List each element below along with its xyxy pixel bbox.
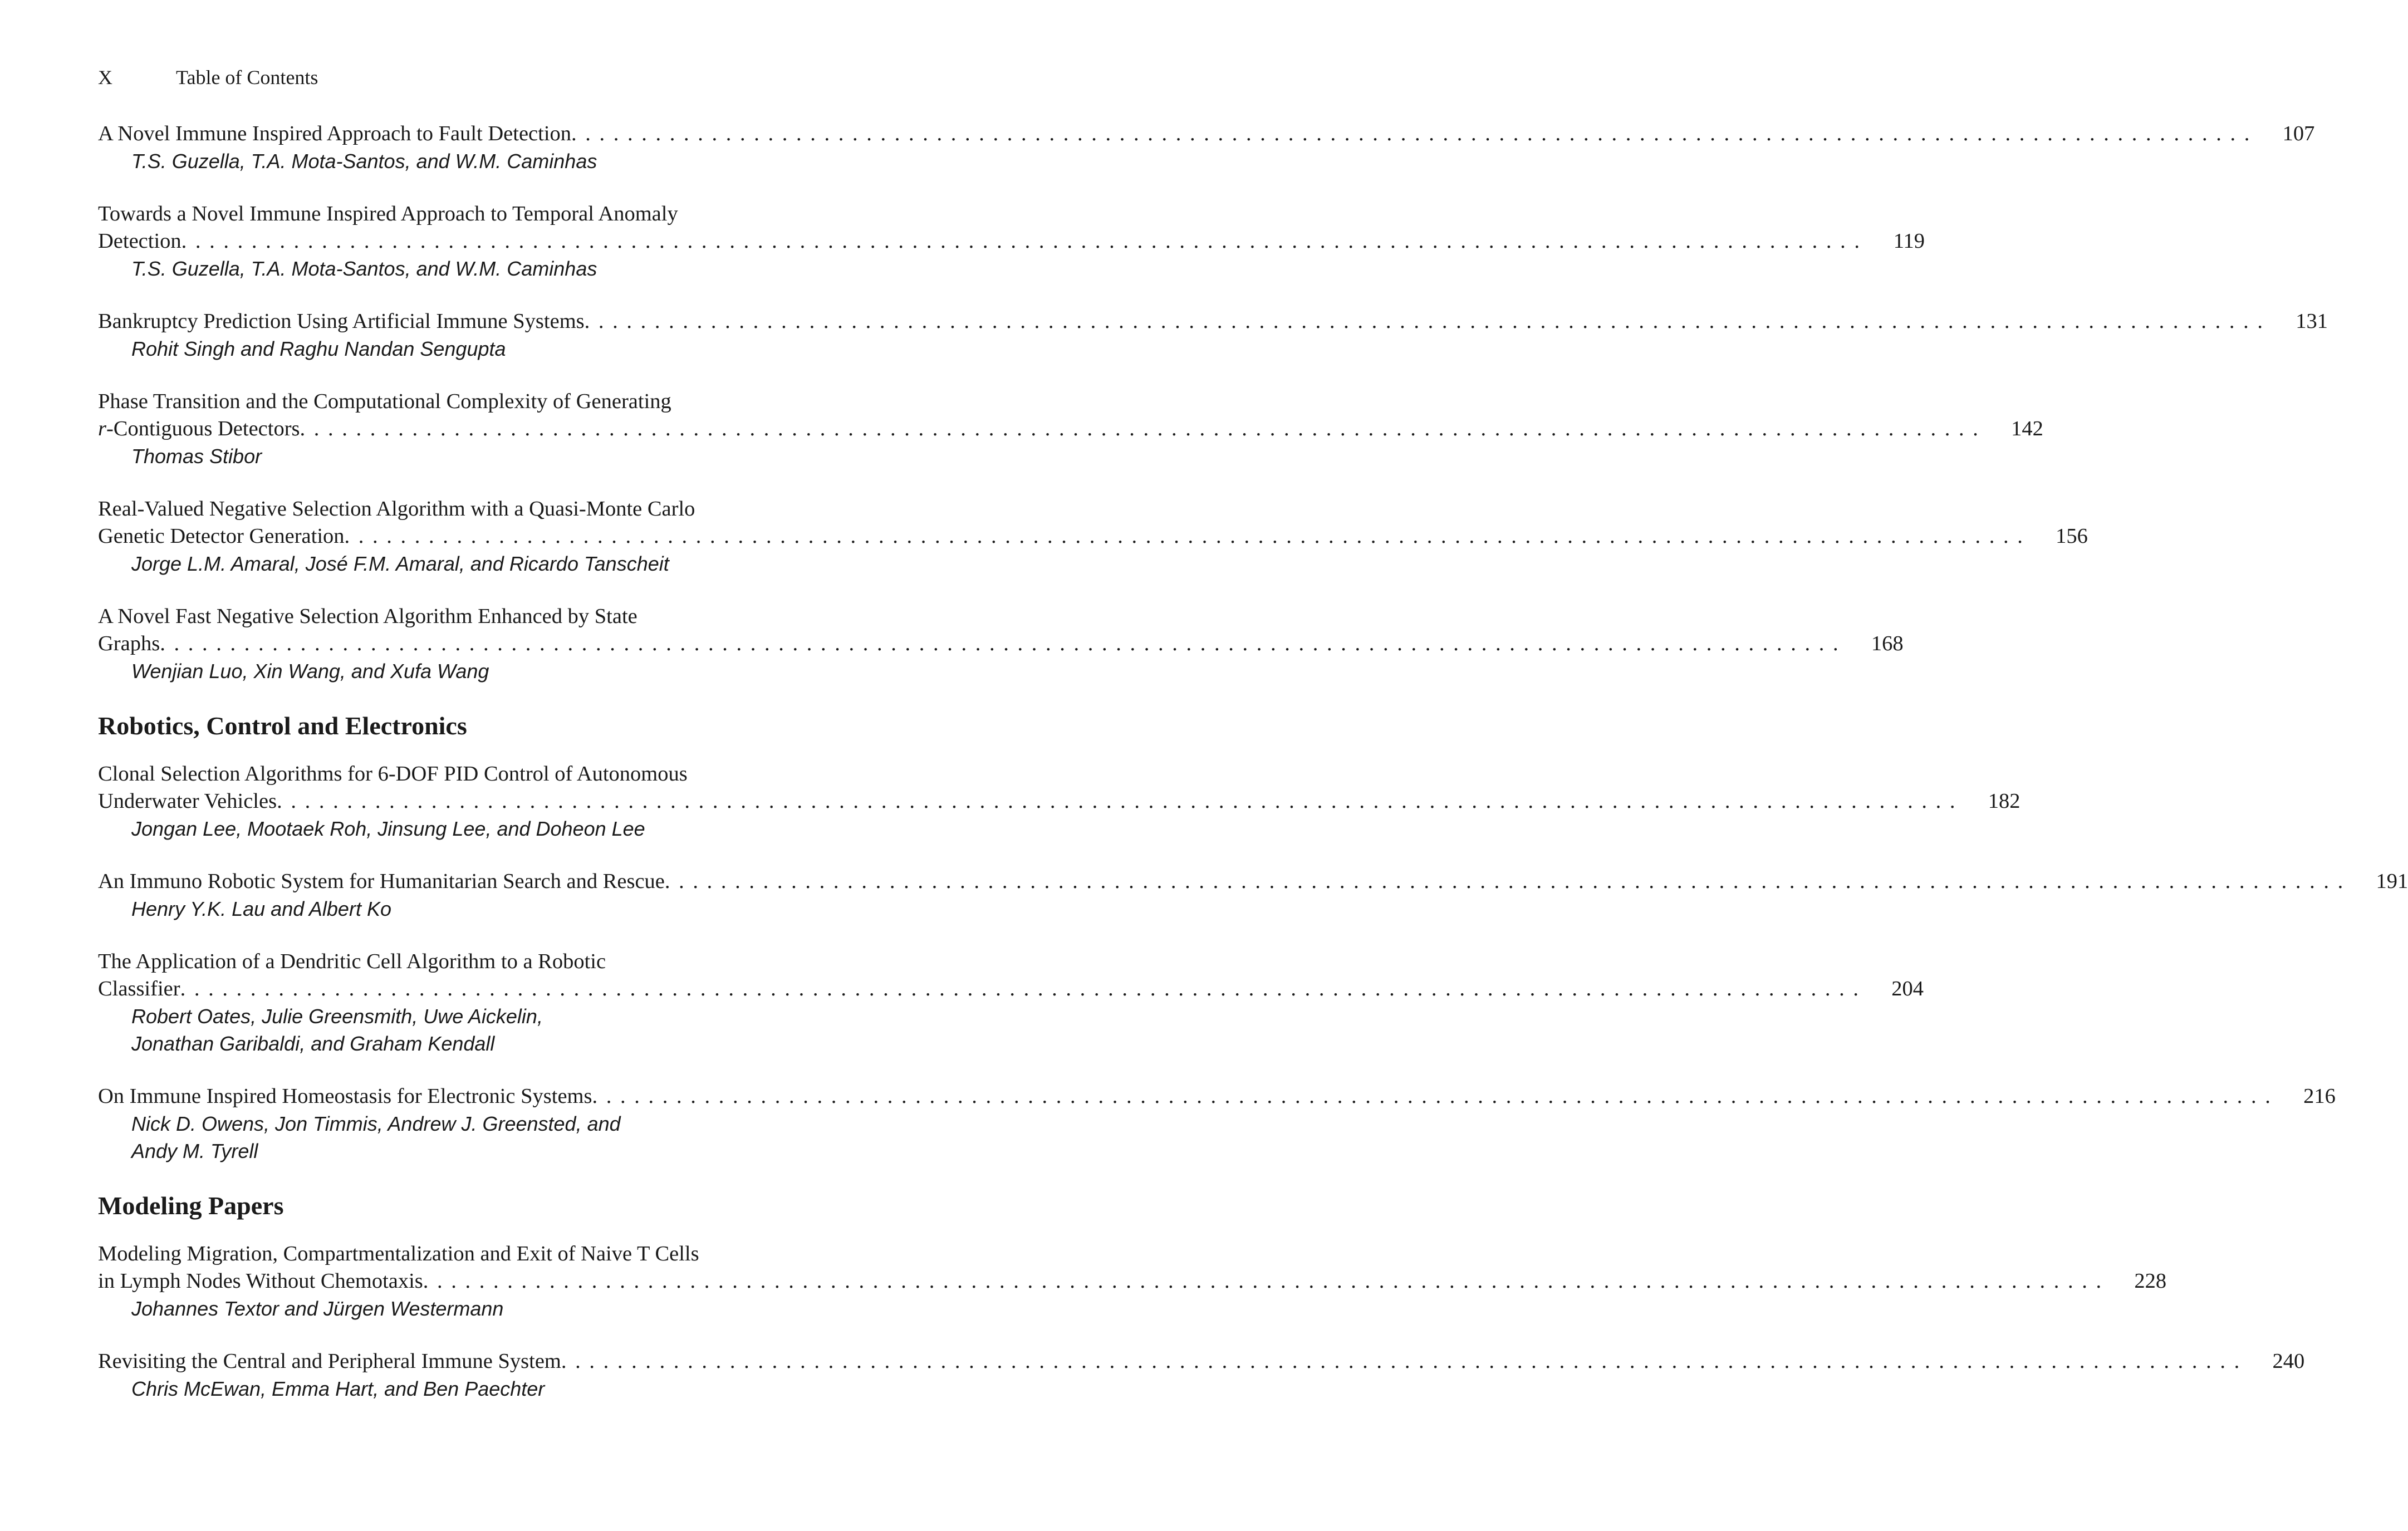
entry-title-text: An Immuno Robotic System for Humanitarian Search and Rescue [98, 870, 665, 893]
entry-authors: Thomas Stibor [131, 445, 262, 468]
entry-title-text: in Lymph Nodes Without Chemotaxis [98, 1269, 423, 1293]
entry-title-line [98, 523, 2088, 550]
entry-title-line [98, 1268, 2167, 1295]
toc-entry[interactable] [98, 603, 1904, 685]
entry-title-line [98, 1240, 900, 1268]
toc-entry[interactable] [98, 120, 2315, 175]
dot-leader: . . . . . . . . . . . . . . . . . . . . . . . . . . . . . . . . . . . . . . . . . . . . . . . . . . . . . . . . . . . . . . . . . . . . . . . . . . . . . . . . . . . . . . . . . . . . . . . . . . . . . . . . . . . . . . . . . . . . . . . . [571, 122, 2252, 145]
entry-authors: Chris McEwan, Emma Hart, and Ben Paechter [131, 1377, 545, 1400]
section-heading: Robotics, Control and Electronics [98, 711, 467, 740]
entry-authors: T.S. Guzella, T.A. Mota-Santos, and W.M. Caminhas [131, 257, 597, 280]
toc-entry[interactable] [98, 388, 2043, 470]
entry-authors: Jongan Lee, Mootaek Roh, Jinsung Lee, and Doheon Lee [131, 817, 645, 840]
entry-title-text: Graphs [98, 632, 160, 655]
entry-title-line [98, 1083, 2336, 1110]
dot-leader: . . . . . . . . . . . . . . . . . . . . . . . . . . . . . . . . . . . . . . . . . . . . . . . . . . . . . . . . . . . . . . . . . . . . . . . . . . . . . . . . . . . . . . . . . . . . . . . . . . . . . . . . . . . . . . . . . . . . . . . . [160, 632, 1840, 655]
entry-title-text: Underwater Vehicles [98, 789, 277, 813]
entry-title-text: Detection [98, 229, 182, 253]
dot-leader: . . . . . . . . . . . . . . . . . . . . . . . . . . . . . . . . . . . . . . . . . . . . . . . . . . . . . . . . . . . . . . . . . . . . . . . . . . . . . . . . . . . . . . . . . . . . . . . . . . . . . . . . . . . . . . . . . . . . . . . . [561, 1350, 2242, 1373]
entry-title[interactable] [98, 868, 2408, 895]
entry-authors: T.S. Guzella, T.A. Mota-Santos, and W.M. Caminhas [131, 150, 597, 173]
toc-entry[interactable] [98, 948, 1924, 1057]
entry-title-line [98, 760, 900, 788]
entry-authors: Jorge L.M. Amaral, José F.M. Amaral, and Ricardo Tanscheit [131, 552, 669, 575]
entry-title-line [98, 975, 1924, 1003]
toc-entry[interactable] [98, 495, 2088, 577]
toc-entry[interactable] [98, 868, 2408, 922]
dot-leader: . . . . . . . . . . . . . . . . . . . . . . . . . . . . . . . . . . . . . . . . . . . . . . . . . . . . . . . . . . . . . . . . . . . . . . . . . . . . . . . . . . . . . . . . . . . . . . . . . . . . . . . . . . . . . . . . . . . . . . . . [181, 229, 1862, 253]
toc-entry[interactable] [98, 1083, 2336, 1165]
entry-title[interactable] [98, 495, 2088, 550]
entry-title-line [98, 788, 2020, 815]
toc-page [98, 0, 2408, 1531]
entry-title-text: Towards a Novel Immune Inspired Approach to Temporal Anomaly [98, 202, 678, 225]
toc-entry[interactable] [98, 1240, 2167, 1322]
toc-entry[interactable] [98, 1348, 2305, 1402]
page-folio: X [98, 66, 112, 89]
entry-title-line [98, 603, 900, 630]
entry-title-text: Classifier [98, 977, 180, 1000]
entry-title-text: Real-Valued Negative Selection Algorithm with a Quasi-Monte Carlo [98, 497, 695, 521]
entry-title-line [98, 495, 900, 523]
entry-title-line [98, 1348, 2305, 1375]
running-head-title: Table of Contents [176, 66, 318, 89]
page-number: 228 [2134, 1269, 2167, 1293]
entry-title-line [98, 308, 2328, 335]
entry-title-text: The Application of a Dendritic Cell Algorithm to a Robotic [98, 950, 606, 973]
page-number: 182 [1988, 789, 2020, 813]
entry-title[interactable] [98, 603, 1904, 657]
page-number: 107 [2282, 122, 2315, 145]
page-number: 204 [1891, 977, 1924, 1000]
entry-title-text: A Novel Immune Inspired Approach to Fault Detection [98, 122, 572, 145]
entry-authors: Nick D. Owens, Jon Timmis, Andrew J. Greensted, and [131, 1112, 621, 1135]
entry-authors: Andy M. Tyrell [131, 1140, 258, 1162]
entry-title-text: Phase Transition and the Computational Complexity of Generating [98, 390, 671, 413]
dot-leader: . . . . . . . . . . . . . . . . . . . . . . . . . . . . . . . . . . . . . . . . . . . . . . . . . . . . . . . . . . . . . . . . . . . . . . . . . . . . . . . . . . . . . . . . . . . . . . . . . . . . . . . . . . . . . . . . . . . . . . . . [277, 789, 1957, 813]
entry-title[interactable] [98, 1083, 2336, 1110]
entry-title-text: Bankruptcy Prediction Using Artificial Immune Systems [98, 310, 585, 333]
entry-title-text: Revisiting the Central and Peripheral Immune System [98, 1350, 561, 1373]
entry-title-line [98, 948, 900, 975]
dot-leader: . . . . . . . . . . . . . . . . . . . . . . . . . . . . . . . . . . . . . . . . . . . . . . . . . . . . . . . . . . . . . . . . . . . . . . . . . . . . . . . . . . . . . . . . . . . . . . . . . . . . . . . . . . . . . . . . . . . . . . . . [423, 1269, 2103, 1293]
entry-title[interactable] [98, 200, 1925, 255]
toc-entry[interactable] [98, 308, 2328, 362]
page-number: 191 [2376, 870, 2408, 893]
dot-leader: . . . . . . . . . . . . . . . . . . . . . . . . . . . . . . . . . . . . . . . . . . . . . . . . . . . . . . . . . . . . . . . . . . . . . . . . . . . . . . . . . . . . . . . . . . . . . . . . . . . . . . . . . . . . . . . . . . . . . . . . [180, 977, 1860, 1000]
entry-authors: Jonathan Garibaldi, and Graham Kendall [131, 1032, 495, 1055]
section-heading: Modeling Papers [98, 1191, 284, 1220]
dot-leader: . . . . . . . . . . . . . . . . . . . . . . . . . . . . . . . . . . . . . . . . . . . . . . . . . . . . . . . . . . . . . . . . . . . . . . . . . . . . . . . . . . . . . . . . . . . . . . . . . . . . . . . . . . . . . . . . . . . . . . . . [344, 524, 2024, 548]
dot-leader: . . . . . . . . . . . . . . . . . . . . . . . . . . . . . . . . . . . . . . . . . . . . . . . . . . . . . . . . . . . . . . . . . . . . . . . . . . . . . . . . . . . . . . . . . . . . . . . . . . . . . . . . . . . . . . . . . . . . . . . . [584, 310, 2264, 333]
toc-content [98, 120, 2408, 1428]
entry-title-text: A Novel Fast Negative Selection Algorithm Enhanced by State [98, 605, 637, 628]
entry-title[interactable] [98, 948, 1924, 1003]
dot-leader: . . . . . . . . . . . . . . . . . . . . . . . . . . . . . . . . . . . . . . . . . . . . . . . . . . . . . . . . . . . . . . . . . . . . . . . . . . . . . . . . . . . . . . . . . . . . . . . . . . . . . . . . . . . . . . . . . . . . . . . . [300, 417, 1980, 440]
entry-title-text: On Immune Inspired Homeostasis for Electronic Systems [98, 1085, 592, 1108]
entry-title-line [98, 415, 2043, 443]
page-number: 119 [1893, 229, 1925, 253]
entry-title-line [98, 388, 900, 415]
entry-title-line [98, 120, 2315, 148]
running-head [98, 66, 318, 89]
toc-entry[interactable] [98, 200, 1925, 282]
entry-title-line [98, 200, 900, 228]
entry-title-line [98, 228, 1925, 255]
entry-authors: Robert Oates, Julie Greensmith, Uwe Aickelin, [131, 1005, 543, 1028]
entry-authors: Johannes Textor and Jürgen Westermann [131, 1297, 504, 1320]
entry-title[interactable] [98, 120, 2315, 148]
entry-title-text: Genetic Detector Generation [98, 524, 345, 548]
page-number: 156 [2056, 524, 2088, 548]
page-number: 131 [2296, 310, 2328, 333]
page-number: 168 [1871, 632, 1904, 655]
entry-authors: Rohit Singh and Raghu Nandan Sengupta [131, 337, 506, 360]
entry-title[interactable] [98, 760, 2020, 815]
entry-title[interactable] [98, 1240, 2167, 1295]
entry-title-line [98, 868, 2408, 895]
page-number: 240 [2272, 1350, 2305, 1373]
entry-title[interactable] [98, 1348, 2305, 1375]
entry-authors: Wenjian Luo, Xin Wang, and Xufa Wang [131, 660, 489, 683]
page-number: 216 [2303, 1085, 2336, 1108]
entry-title[interactable] [98, 308, 2328, 335]
entry-title-line [98, 630, 1904, 657]
entry-title-text: Clonal Selection Algorithms for 6-DOF PID Control of Autonomous [98, 762, 688, 786]
entry-authors: Henry Y.K. Lau and Albert Ko [131, 897, 391, 920]
entry-title-text: r-Contiguous Detectors [98, 417, 300, 440]
toc-entry[interactable] [98, 760, 2020, 842]
dot-leader: . . . . . . . . . . . . . . . . . . . . . . . . . . . . . . . . . . . . . . . . . . . . . . . . . . . . . . . . . . . . . . . . . . . . . . . . . . . . . . . . . . . . . . . . . . . . . . . . . . . . . . . . . . . . . . . . . . . . . . . . [592, 1085, 2272, 1108]
dot-leader: . . . . . . . . . . . . . . . . . . . . . . . . . . . . . . . . . . . . . . . . . . . . . . . . . . . . . . . . . . . . . . . . . . . . . . . . . . . . . . . . . . . . . . . . . . . . . . . . . . . . . . . . . . . . . . . . . . . . . . . . [664, 870, 2345, 893]
entry-title-text: Modeling Migration, Compartmentalization and Exit of Naive T Cells [98, 1242, 699, 1265]
entry-title[interactable] [98, 388, 2043, 443]
page-number: 142 [2011, 417, 2043, 440]
